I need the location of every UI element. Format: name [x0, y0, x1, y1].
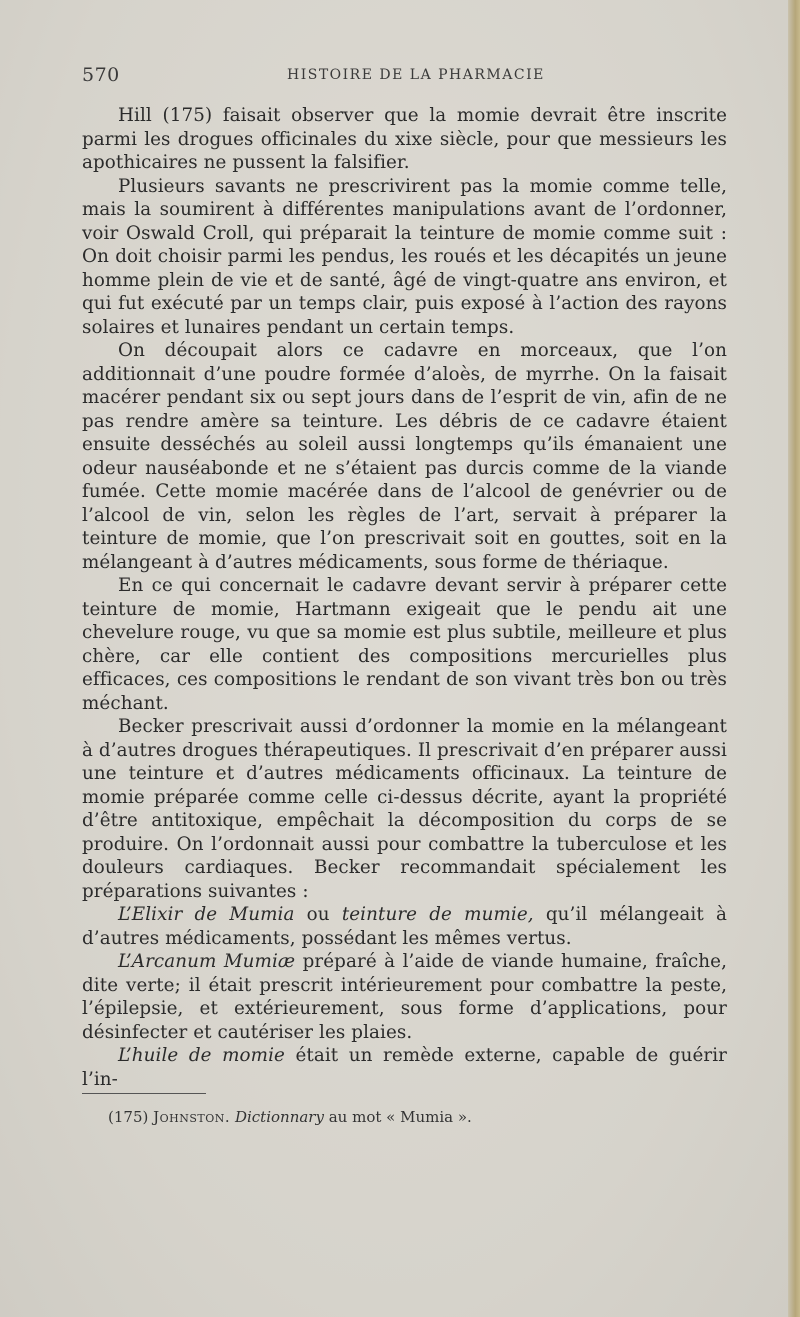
footnote-rest: au mot « Mumia ». [323, 1108, 472, 1126]
paragraph-huile: L’huile de momie était un remède externe, capable de guérir l’in- [82, 1045, 727, 1090]
footnote-rule [82, 1093, 206, 1094]
teinture-title: teinture de mumie, [341, 904, 534, 925]
footnote-number: (175) [108, 1108, 149, 1126]
paragraph-hartmann: En ce qui concernait le cadavre devant servir à préparer cette teinture de momie, Hartmann exigeait que le pendu ait une chevelure rouge, vu que sa momie est plus subtile, meilleure et plus chère, car elle contient des compositions mercurielles plus efficaces, ces compositions le rendant de son vivant très bon ou très méchant. [82, 575, 727, 714]
running-title: HISTOIRE DE LA PHARMACIE [287, 67, 545, 83]
paragraph-hill: Hill (175) faisait observer que la momie devrait être inscrite parmi les drogues officinales du xixe siècle, pour que messieurs les apothicaires ne pussent la falsifier. [82, 105, 727, 173]
footnote [108, 1108, 708, 1126]
paragraph-elixir: L’Elixir de Mumia ou teinture de mumie, qu’il mélangeait à d’autres médicaments, possédant les mêmes vertus. [82, 904, 727, 949]
paragraph-croll: Plusieurs savants ne prescrivirent pas la momie comme telle, mais la soumirent à différentes manipulations avant de l’ordonner, voir Oswald Croll, qui préparait la teinture de momie comme suit : On doit choisir parmi les pendus, les roués et les décapités un jeune homme plein de vie et de santé, âgé de vingt-quatre ans environ, et qui fut exécuté par un temps clair, puis exposé à l’action des rayons solaires et lunaires pendant un certain temps. [82, 175, 727, 338]
arcanum-title: L’Arcanum Mumiæ [118, 951, 296, 972]
paragraph-becker: Becker prescrivait aussi d’ordonner la momie en la mélangeant à d’autres drogues thérapeutiques. Il prescrivait d’en préparer aussi une teinture et d’autres médicaments officinaux. La teinture de momie préparée comme celle ci-dessus décrite, ayant la propriété d’être antitoxique, empêchait la décomposition du corps de se produire. On l’ordonnait aussi pour combattre la tuberculose et les douleurs cardiaques. Becker recommandait spécialement les préparations suivantes : [82, 716, 727, 902]
page-edge [788, 0, 800, 1317]
page-header [82, 64, 727, 90]
page-number: 570 [82, 64, 120, 86]
paragraph-arcanum: L’Arcanum Mumiæ préparé à l’aide de viande humaine, fraîche, dite verte; il était prescrit intérieurement pour combattre la peste, l’épilepsie, et extérieurement, sous forme d’applications, pour désinfecter et cautériser les plaies. [82, 951, 727, 1043]
body-text [82, 104, 727, 1091]
footnote-author: Johnston. [153, 1108, 231, 1126]
paragraph-preparation: On découpait alors ce cadavre en morceaux, que l’on additionnait d’une poudre formée d’aloès, de myrrhe. On la faisait macérer pendant six ou sept jours dans de l’esprit de vin, afin de ne pas rendre amère sa teinture. Les débris de ce cadavre étaient ensuite desséchés au soleil aussi longtemps qu’ils émanaient une odeur nauséabonde et ne s’étaient pas durcis comme de la viande fumée. Cette momie macérée dans de l’alcool de genévrier ou de l’alcool de vin, selon les règles de l’art, servait à préparer la teinture de momie, que l’on prescrivait soit en gouttes, soit en la mélangeant à d’autres médicaments, sous forme de thériaque. [82, 340, 727, 573]
elixir-title: L’Elixir de Mumia [118, 904, 295, 925]
footnote-work: Dictionnary [234, 1108, 324, 1126]
huile-title: L’huile de momie [118, 1045, 285, 1066]
